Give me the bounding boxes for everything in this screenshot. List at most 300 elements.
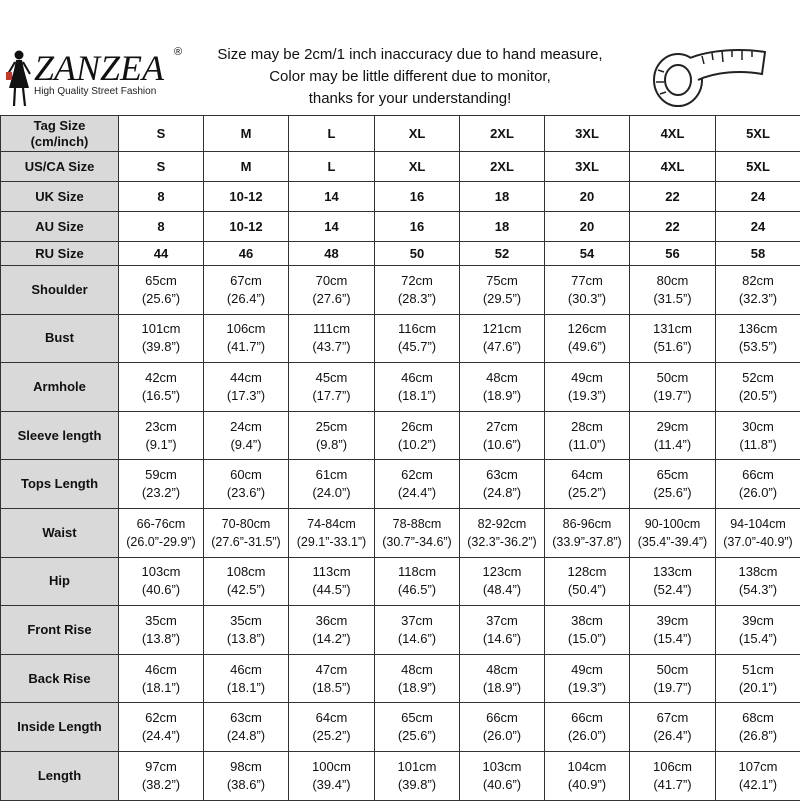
measure-row <box>1 751 800 800</box>
inch-value: (25.2”) <box>289 727 374 745</box>
measure-cell <box>716 460 800 509</box>
size-cell: 4XL <box>630 152 716 182</box>
measure-cell <box>375 314 460 363</box>
cm-value: 77cm <box>545 272 629 290</box>
measure-cell <box>460 266 545 315</box>
size-cell: 20 <box>545 212 630 242</box>
measure-cell <box>545 266 630 315</box>
cm-value: 66cm <box>545 709 629 727</box>
inch-value: (50.4”) <box>545 581 629 599</box>
measure-cell <box>204 314 289 363</box>
brand-tagline: High Quality Street Fashion <box>34 86 156 97</box>
size-cell: L <box>289 116 375 152</box>
cm-value: 65cm <box>119 272 203 290</box>
size-cell: S <box>119 116 204 152</box>
size-row <box>1 152 800 182</box>
cm-value: 121cm <box>460 320 544 338</box>
size-cell: XL <box>375 116 460 152</box>
measure-cell <box>545 557 630 606</box>
cm-value: 51cm <box>716 661 800 679</box>
cm-value: 104cm <box>545 758 629 776</box>
measure-cell <box>375 460 460 509</box>
inch-value: (9.1”) <box>119 436 203 454</box>
inch-value: (47.6”) <box>460 338 544 356</box>
measure-cell <box>119 363 204 412</box>
measure-cell <box>119 411 204 460</box>
inch-value: (51.6”) <box>630 338 715 356</box>
measure-cell <box>630 314 716 363</box>
inch-value: (45.7”) <box>375 338 459 356</box>
size-cell: 2XL <box>460 116 545 152</box>
inch-value: (23.2”) <box>119 484 203 502</box>
size-chart-body <box>1 116 800 801</box>
inch-value: (24.8”) <box>460 484 544 502</box>
inch-value: (19.7”) <box>630 679 715 697</box>
measure-cell <box>204 703 289 752</box>
cm-value: 78-88cm <box>375 515 459 533</box>
inch-value: (39.8”) <box>375 776 459 794</box>
measuring-tape-icon <box>640 40 770 112</box>
measure-cell <box>289 654 375 703</box>
cm-value: 66-76cm <box>119 515 203 533</box>
measure-cell <box>289 703 375 752</box>
measure-cell <box>545 363 630 412</box>
inch-value: (19.7”) <box>630 387 715 405</box>
cm-value: 101cm <box>375 758 459 776</box>
measure-cell <box>119 557 204 606</box>
cm-value: 126cm <box>545 320 629 338</box>
measure-cell <box>460 654 545 703</box>
measure-cell <box>545 411 630 460</box>
measure-cell <box>545 606 630 655</box>
measure-cell <box>375 266 460 315</box>
inch-value: (26.8”) <box>716 727 800 745</box>
measure-cell <box>716 363 800 412</box>
inch-value: (10.2”) <box>375 436 459 454</box>
inch-value: (53.5”) <box>716 338 800 356</box>
cm-value: 74-84cm <box>289 515 374 533</box>
cm-value: 128cm <box>545 563 629 581</box>
inch-value: (49.6”) <box>545 338 629 356</box>
row-label: Inside Length <box>1 703 119 752</box>
row-label: Front Rise <box>1 606 119 655</box>
inch-value: (17.7”) <box>289 387 374 405</box>
cm-value: 26cm <box>375 418 459 436</box>
inch-value: (17.3”) <box>204 387 288 405</box>
cm-value: 62cm <box>375 466 459 484</box>
inch-value: (14.6”) <box>460 630 544 648</box>
inch-value: (13.8”) <box>204 630 288 648</box>
measure-cell <box>630 363 716 412</box>
measure-cell <box>375 606 460 655</box>
inch-value: (33.9”-37.8”) <box>545 533 629 551</box>
cm-value: 98cm <box>204 758 288 776</box>
inch-value: (31.5”) <box>630 290 715 308</box>
inch-value: (23.6”) <box>204 484 288 502</box>
cm-value: 62cm <box>119 709 203 727</box>
cm-value: 103cm <box>119 563 203 581</box>
measure-cell <box>460 411 545 460</box>
inch-value: (18.1”) <box>119 679 203 697</box>
size-cell: 22 <box>630 212 716 242</box>
size-row <box>1 242 800 266</box>
row-label: RU Size <box>1 242 119 266</box>
inch-value: (32.3”) <box>716 290 800 308</box>
row-label: Waist <box>1 508 119 557</box>
inch-value: (26.4”) <box>630 727 715 745</box>
cm-value: 65cm <box>375 709 459 727</box>
measure-cell <box>630 508 716 557</box>
measure-cell <box>630 751 716 800</box>
size-row <box>1 212 800 242</box>
cm-value: 48cm <box>375 661 459 679</box>
inch-value: (27.6”-31.5”) <box>204 533 288 551</box>
cm-value: 118cm <box>375 563 459 581</box>
size-cell: 5XL <box>716 116 800 152</box>
cm-value: 61cm <box>289 466 374 484</box>
measure-cell <box>289 363 375 412</box>
registered-mark: ® <box>174 46 182 58</box>
inch-value: (18.9”) <box>375 679 459 697</box>
measure-cell <box>716 703 800 752</box>
cm-value: 46cm <box>375 369 459 387</box>
brand-logo <box>2 40 202 110</box>
inch-value: (16.5”) <box>119 387 203 405</box>
measure-cell <box>289 460 375 509</box>
measure-row <box>1 266 800 315</box>
cm-value: 39cm <box>716 612 800 630</box>
cm-value: 63cm <box>204 709 288 727</box>
cm-value: 70-80cm <box>204 515 288 533</box>
inch-value: (20.1”) <box>716 679 800 697</box>
cm-value: 123cm <box>460 563 544 581</box>
measure-cell <box>119 751 204 800</box>
measure-cell <box>289 751 375 800</box>
measure-row <box>1 363 800 412</box>
cm-value: 111cm <box>289 320 374 338</box>
inch-value: (30.7”-34.6”) <box>375 533 459 551</box>
size-cell: 10-12 <box>204 182 289 212</box>
size-cell: 18 <box>460 182 545 212</box>
size-cell: 4XL <box>630 116 716 152</box>
row-label: Sleeve length <box>1 411 119 460</box>
row-label: Length <box>1 751 119 800</box>
notice-text <box>200 44 620 110</box>
inch-value: (26.0”-29.9”) <box>119 533 203 551</box>
size-cell: 50 <box>375 242 460 266</box>
measure-cell <box>716 751 800 800</box>
cm-value: 136cm <box>716 320 800 338</box>
size-cell: L <box>289 152 375 182</box>
inch-value: (40.6”) <box>119 581 203 599</box>
size-cell: 14 <box>289 182 375 212</box>
size-cell: XL <box>375 152 460 182</box>
inch-value: (18.1”) <box>375 387 459 405</box>
cm-value: 35cm <box>204 612 288 630</box>
notice-line: thanks for your understanding! <box>200 88 620 110</box>
inch-value: (52.4”) <box>630 581 715 599</box>
measure-cell <box>716 314 800 363</box>
inch-value: (15.4”) <box>716 630 800 648</box>
cm-value: 138cm <box>716 563 800 581</box>
measure-cell <box>204 411 289 460</box>
cm-value: 47cm <box>289 661 374 679</box>
inch-value: (24.4”) <box>375 484 459 502</box>
inch-value: (25.6”) <box>375 727 459 745</box>
cm-value: 38cm <box>545 612 629 630</box>
measure-cell <box>289 266 375 315</box>
measure-cell <box>119 606 204 655</box>
cm-value: 50cm <box>630 369 715 387</box>
measure-cell <box>460 460 545 509</box>
cm-value: 106cm <box>630 758 715 776</box>
inch-value: (37.0”-40.9”) <box>716 533 800 551</box>
measure-cell <box>630 557 716 606</box>
size-cell: S <box>119 152 204 182</box>
cm-value: 100cm <box>289 758 374 776</box>
measure-cell <box>630 411 716 460</box>
inch-value: (38.2”) <box>119 776 203 794</box>
measure-cell <box>460 314 545 363</box>
cm-value: 75cm <box>460 272 544 290</box>
inch-value: (40.9”) <box>545 776 629 794</box>
size-cell: 16 <box>375 182 460 212</box>
cm-value: 94-104cm <box>716 515 800 533</box>
size-cell: 2XL <box>460 152 545 182</box>
cm-value: 131cm <box>630 320 715 338</box>
inch-value: (15.0”) <box>545 630 629 648</box>
measure-cell <box>545 314 630 363</box>
brand-name: ZANZEA <box>34 50 164 86</box>
size-cell: 8 <box>119 182 204 212</box>
cm-value: 82cm <box>716 272 800 290</box>
inch-value: (46.5”) <box>375 581 459 599</box>
inch-value: (54.3”) <box>716 581 800 599</box>
measure-cell <box>630 606 716 655</box>
inch-value: (13.8”) <box>119 630 203 648</box>
inch-value: (29.5”) <box>460 290 544 308</box>
measure-cell <box>630 703 716 752</box>
cm-value: 25cm <box>289 418 374 436</box>
cm-value: 70cm <box>289 272 374 290</box>
cm-value: 46cm <box>204 661 288 679</box>
measure-cell <box>545 508 630 557</box>
inch-value: (28.3”) <box>375 290 459 308</box>
inch-value: (18.1”) <box>204 679 288 697</box>
cm-value: 107cm <box>716 758 800 776</box>
inch-value: (38.6”) <box>204 776 288 794</box>
size-cell: 24 <box>716 182 800 212</box>
inch-value: (24.0”) <box>289 484 374 502</box>
measure-cell <box>460 703 545 752</box>
inch-value: (32.3”-36.2”) <box>460 533 544 551</box>
inch-value: (26.0”) <box>716 484 800 502</box>
measure-cell <box>460 363 545 412</box>
cm-value: 37cm <box>460 612 544 630</box>
inch-value: (15.4”) <box>630 630 715 648</box>
measure-cell <box>119 654 204 703</box>
row-label: Bust <box>1 314 119 363</box>
measure-row <box>1 508 800 557</box>
measure-cell <box>375 703 460 752</box>
measure-cell <box>716 557 800 606</box>
row-label: US/CA Size <box>1 152 119 182</box>
measure-cell <box>545 460 630 509</box>
size-cell: 54 <box>545 242 630 266</box>
measure-cell <box>630 266 716 315</box>
measure-cell <box>375 654 460 703</box>
measure-cell <box>460 508 545 557</box>
measure-row <box>1 460 800 509</box>
size-cell: 24 <box>716 212 800 242</box>
cm-value: 49cm <box>545 661 629 679</box>
measure-cell <box>289 314 375 363</box>
cm-value: 113cm <box>289 563 374 581</box>
cm-value: 86-96cm <box>545 515 629 533</box>
inch-value: (25.6”) <box>119 290 203 308</box>
cm-value: 46cm <box>119 661 203 679</box>
measure-cell <box>630 654 716 703</box>
size-cell: 5XL <box>716 152 800 182</box>
cm-value: 103cm <box>460 758 544 776</box>
inch-value: (39.4”) <box>289 776 374 794</box>
size-cell: 8 <box>119 212 204 242</box>
cm-value: 49cm <box>545 369 629 387</box>
notice-line: Size may be 2cm/1 inch inaccuracy due to hand measure, <box>200 44 620 66</box>
measure-cell <box>716 606 800 655</box>
measure-cell <box>375 751 460 800</box>
cm-value: 90-100cm <box>630 515 715 533</box>
measure-cell <box>716 411 800 460</box>
cm-value: 68cm <box>716 709 800 727</box>
row-label: UK Size <box>1 182 119 212</box>
cm-value: 45cm <box>289 369 374 387</box>
measure-cell <box>204 557 289 606</box>
cm-value: 23cm <box>119 418 203 436</box>
inch-value: (18.5”) <box>289 679 374 697</box>
inch-value: (30.3”) <box>545 290 629 308</box>
measure-cell <box>119 508 204 557</box>
inch-value: (26.0”) <box>460 727 544 745</box>
size-cell: 52 <box>460 242 545 266</box>
measure-cell <box>204 266 289 315</box>
row-label: Shoulder <box>1 266 119 315</box>
inch-value: (44.5”) <box>289 581 374 599</box>
inch-value: (18.9”) <box>460 679 544 697</box>
cm-value: 72cm <box>375 272 459 290</box>
size-cell: 3XL <box>545 116 630 152</box>
size-row <box>1 116 800 152</box>
measure-cell <box>204 363 289 412</box>
inch-value: (11.4”) <box>630 436 715 454</box>
size-cell: M <box>204 116 289 152</box>
cm-value: 101cm <box>119 320 203 338</box>
inch-value: (14.6”) <box>375 630 459 648</box>
size-cell: 58 <box>716 242 800 266</box>
measure-cell <box>545 751 630 800</box>
inch-value: (43.7”) <box>289 338 374 356</box>
cm-value: 67cm <box>630 709 715 727</box>
cm-value: 64cm <box>545 466 629 484</box>
row-label: Hip <box>1 557 119 606</box>
measure-cell <box>375 363 460 412</box>
cm-value: 80cm <box>630 272 715 290</box>
measure-cell <box>375 508 460 557</box>
header <box>0 0 800 115</box>
inch-value: (29.1”-33.1”) <box>289 533 374 551</box>
inch-value: (26.0”) <box>545 727 629 745</box>
measure-row <box>1 606 800 655</box>
cm-value: 52cm <box>716 369 800 387</box>
inch-value: (9.8”) <box>289 436 374 454</box>
cm-value: 50cm <box>630 661 715 679</box>
cm-value: 116cm <box>375 320 459 338</box>
size-cell: 3XL <box>545 152 630 182</box>
cm-value: 64cm <box>289 709 374 727</box>
notice-line: Color may be little different due to monitor, <box>200 66 620 88</box>
cm-value: 106cm <box>204 320 288 338</box>
inch-value: (48.4”) <box>460 581 544 599</box>
cm-value: 97cm <box>119 758 203 776</box>
row-label: Tag Size (cm/inch) <box>1 116 119 152</box>
measure-cell <box>204 460 289 509</box>
size-cell: 44 <box>119 242 204 266</box>
row-label: AU Size <box>1 212 119 242</box>
size-cell: 18 <box>460 212 545 242</box>
inch-value: (14.2”) <box>289 630 374 648</box>
cm-value: 133cm <box>630 563 715 581</box>
size-cell: 14 <box>289 212 375 242</box>
measure-cell <box>289 606 375 655</box>
inch-value: (27.6”) <box>289 290 374 308</box>
measure-cell <box>630 460 716 509</box>
cm-value: 44cm <box>204 369 288 387</box>
size-cell: 56 <box>630 242 716 266</box>
inch-value: (26.4”) <box>204 290 288 308</box>
cm-value: 39cm <box>630 612 715 630</box>
measure-row <box>1 703 800 752</box>
inch-value: (25.2”) <box>545 484 629 502</box>
measure-cell <box>545 654 630 703</box>
inch-value: (35.4”-39.4”) <box>630 533 715 551</box>
measure-cell <box>375 411 460 460</box>
measure-cell <box>460 751 545 800</box>
inch-value: (24.4”) <box>119 727 203 745</box>
inch-value: (41.7”) <box>630 776 715 794</box>
inch-value: (24.8”) <box>204 727 288 745</box>
measure-cell <box>119 314 204 363</box>
measure-cell <box>716 654 800 703</box>
woman-silhouette-icon <box>2 48 36 110</box>
measure-cell <box>119 460 204 509</box>
cm-value: 66cm <box>460 709 544 727</box>
row-label: Armhole <box>1 363 119 412</box>
inch-value: (11.8”) <box>716 436 800 454</box>
cm-value: 37cm <box>375 612 459 630</box>
measure-row <box>1 314 800 363</box>
measure-cell <box>119 266 204 315</box>
measure-cell <box>460 557 545 606</box>
cm-value: 60cm <box>204 466 288 484</box>
measure-cell <box>204 508 289 557</box>
measure-cell <box>375 557 460 606</box>
cm-value: 30cm <box>716 418 800 436</box>
inch-value: (42.1”) <box>716 776 800 794</box>
size-cell: 46 <box>204 242 289 266</box>
measure-row <box>1 654 800 703</box>
inch-value: (9.4”) <box>204 436 288 454</box>
measure-row <box>1 411 800 460</box>
